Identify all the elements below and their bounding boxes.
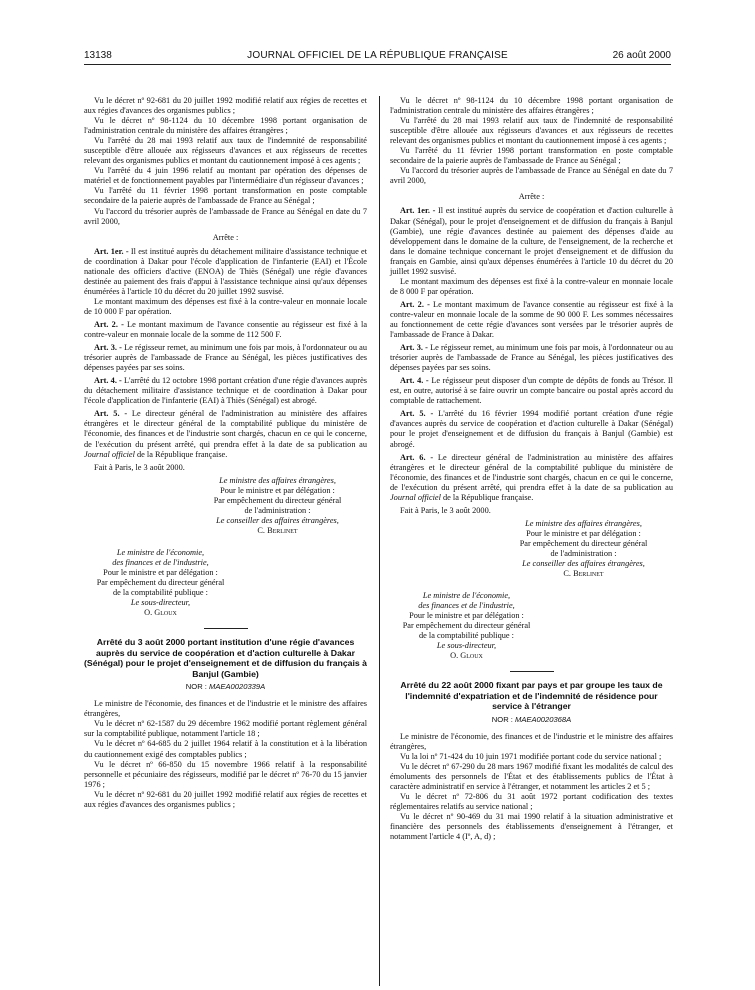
signing-place-date: Fait à Paris, le 3 août 2000. <box>94 462 185 472</box>
article-6 <box>390 453 673 503</box>
signatory-line: Le sous-directeur, <box>436 641 497 651</box>
signatory-line: Par empêchement du directeur général <box>213 495 342 505</box>
left-column <box>84 96 367 810</box>
visa-paragraph: Vu l'arrêté du 28 mai 1993 relatif aux taux de l'indemnité de responsabilité susceptible d'être allouée aux régisseurs d'avances et aux régisseurs de recettes relevant des organismes publics et montant du cautionnement imposé à ces agents ; <box>390 116 673 146</box>
visa-paragraph: Vu l'arrêté du 4 juin 1996 relatif au montant par opération des dépenses de matériel et de fonctionnement payables par l'intermédiaire d'un régisseur d'avances ; <box>84 166 367 186</box>
visa-paragraph: Vu l'arrêté du 28 mai 1993 relatif aux taux de l'indemnité de responsabilité susceptible d'être allouée aux régisseurs d'avances et aux régisseurs de recettes relevant des organismes publics et montant du cautionnement imposé à ces agents ; <box>84 136 367 166</box>
article-label: Art. 3. - <box>400 343 428 353</box>
journal-officiel-ref: Journal officiel <box>84 449 135 459</box>
article-3 <box>84 343 367 373</box>
signatory-line: de l'administration : <box>244 505 311 515</box>
separator-rule <box>510 671 554 672</box>
signatory-name: O. Gloux <box>450 651 483 661</box>
signatory-line: de l'administration : <box>550 548 617 558</box>
article-text: L'arrêté du 16 février 1994 modifié portant création d'une régie d'avances auprès du service de coopération et d'action culturelle à Dakar (Sénégal) pour le projet d'enseignement et de diffusion du français à Banjul (Gambie) est abrogé. <box>390 409 673 449</box>
signatory-line: de la comptabilité publique : <box>113 588 208 598</box>
article-4 <box>84 376 367 406</box>
article-text: Le directeur général de l'administration au ministère des affaires étrangères et le directeur général de la comptabilité publique du ministère de l'économie, des finances et de l'industrie sont chargés, chacun en ce qui le concerne, de l'exécution du présent arrêté, qui prendra effet à la date de sa publication au <box>390 452 674 492</box>
preamble-paragraph: Le ministre de l'économie, des finances et de l'industrie et le ministre des affaires étrangères, <box>84 699 367 719</box>
article-1-paragraph-2: Le montant maximum des dépenses est fixé à la contre-valeur en monnaie locale de 10 000 F par opération. <box>84 296 367 316</box>
article-label: Art. 5. - <box>94 409 128 419</box>
article-2 <box>84 320 367 340</box>
nor-label: NOR : <box>491 714 513 724</box>
article-text: de la République française. <box>134 449 228 459</box>
signatory-line: Le sous-directeur, <box>130 598 191 608</box>
header-rule <box>84 64 671 65</box>
article-label: Art. 2. - <box>94 319 124 329</box>
article-text: Le montant maximum de l'avance consentie au régisseur est fixé à la contre-valeur en monnaie locale de la somme de 112 500 F. <box>84 319 367 340</box>
article-label: Art. 1er. - <box>400 206 436 216</box>
visa-paragraph: Vu le décret nº 92-681 du 20 juillet 1992 modifié relatif aux régies de recettes et aux régies d'avances des organismes publics ; <box>84 96 367 116</box>
visa-paragraph: Vu l'arrêté du 11 février 1998 portant transformation en poste comptable secondaire de la paierie auprès de l'ambassade de France au Sénégal ; <box>390 146 673 166</box>
article-label: Art. 6. - <box>400 452 434 462</box>
article-text: Le régisseur remet, au minimum une fois par mois, à l'ordonnateur ou au trésorier auprès de l'ambassade de France au Sénégal, les pièces justificatives des dépenses payées par ses soins. <box>390 343 673 373</box>
signatory-line: Par empêchement du directeur général <box>402 621 531 631</box>
journal-officiel-ref: Journal officiel <box>390 492 441 502</box>
visa-paragraph: Vu le décret nº 98-1124 du 10 décembre 1998 portant organisation de l'administration centrale du ministère des affaires étrangères ; <box>390 96 673 116</box>
signatory-line: de la comptabilité publique : <box>419 631 514 641</box>
signatory-name: C. Berlinet <box>563 569 604 579</box>
nor-reference <box>390 715 673 725</box>
article-text: Il est institué auprès du détachement militaire d'assistance technique et de coordination à Dakar pour l'école d'application de l'infanterie (EAI) et l'École nationale des officiers d'active (ENOA) de Thiès (Sénégal) une régie d'avances destinée au paiement des frais d'appui à l'assistance technique ainsi qu'aux dépenses énumérées à l'article 10 du décret du 20 juillet 1992 susvisé. <box>84 246 367 296</box>
article-text: L'arrêté du 12 octobre 1998 portant création d'une régie d'avances auprès du détachement militaire d'assistance technique et de coordination à Dakar pour l'école d'application de l'infanterie (EAI) à Thiès (Sénégal) est abrogé. <box>84 376 367 406</box>
article-text: Le régisseur remet, au minimum une fois par mois, à l'ordonnateur ou au trésorier auprès de l'ambassade de France au Sénégal, les pièces justificatives des dépenses payées par ses soins. <box>84 343 367 373</box>
article-label: Art. 4. - <box>94 376 122 386</box>
article-label: Art. 3. - <box>94 343 122 353</box>
visa-paragraph: Vu le décret nº 90-469 du 31 mai 1990 relatif à la situation administrative et financière des personnels des établissements d'enseignement à l'étranger, et notamment l'article 4 (Iº, A, d) ; <box>390 812 673 842</box>
signatory-title: Le ministre de l'économie, <box>116 547 205 557</box>
article-3 <box>390 343 673 373</box>
visa-paragraph: Vu le décret nº 66-850 du 15 novembre 1966 relatif à la responsabilité personnelle et pécuniaire des régisseurs, modifié par le décret nº 76-70 du 15 janvier 1976 ; <box>84 759 367 789</box>
issue-date: 26 août 2000 <box>612 50 671 61</box>
article-text: Le directeur général de l'administration au ministère des affaires étrangères et le directeur général de la comptabilité publique du ministère de l'économie, des finances et de l'industrie sont chargés, chacun en ce qui le concerne, de l'exécution du présent arrêté, qui prendra effet à la date de sa publication au <box>84 409 368 449</box>
article-text: Le régisseur peut disposer d'un compte de dépôts de fonds au Trésor. Il est, en outre, autorisé à se faire ouvrir un compte bancaire ou postal après accord du comptable de rattachement. <box>390 376 673 406</box>
nor-code: MAEA0020368A <box>515 714 572 724</box>
signatory-line: Pour le ministre et par délégation : <box>103 568 218 578</box>
signatory-title: des finances et de l'industrie, <box>418 601 515 611</box>
article-1 <box>390 206 673 276</box>
signature-block-foreign-affairs <box>494 519 673 579</box>
signatory-name: C. Berlinet <box>257 525 298 535</box>
nor-reference <box>84 682 367 692</box>
signatory-line: Par empêchement du directeur général <box>519 538 648 548</box>
signatory-line: Pour le ministre et par délégation : <box>409 611 524 621</box>
visa-paragraph: Vu l'accord du trésorier auprès de l'ambassade de France au Sénégal en date du 7 avril 2000, <box>84 206 367 226</box>
article-5 <box>84 409 367 459</box>
visa-paragraph: Vu le décret nº 72-806 du 31 août 1972 portant codification des textes réglementaires relatifs au service national ; <box>390 792 673 812</box>
article-1-paragraph-2: Le montant maximum des dépenses est fixé à la contre-valeur en monnaie locale de 8 000 F par opération. <box>390 276 673 296</box>
decree-title: Arrêté du 3 août 2000 portant institution d'une régie d'avances auprès du service de coopération et d'action culturelle à Dakar (Sénégal) pour le projet d'enseignement et de diffusion du français à Banjul (Gambie) <box>84 637 368 679</box>
visa-paragraph: Vu le décret nº 64-685 du 2 juillet 1964 relatif à la constitution et à la libération du cautionnement exigé des comptables publics ; <box>84 739 367 759</box>
arrete-heading: Arrête : <box>518 192 545 202</box>
signatory-title: des finances et de l'industrie, <box>112 557 209 567</box>
visa-paragraph: Vu le décret nº 62-1587 du 29 décembre 1962 modifié portant règlement général sur la comptabilité publique, notamment l'article 18 ; <box>84 719 367 739</box>
signing-place-date: Fait à Paris, le 3 août 2000. <box>400 505 491 515</box>
article-text: Il est institué auprès du service de coopération et d'action culturelle à Dakar (Sénégal), pour le projet d'enseignement et de diffusion du français à Banjul (Gambie), une régie d'avances destinée au paiement des dépenses d'aide au développement dans le domaine de la culture, de l'enseignement, de la recherche et dans le domaine technique concernant le projet d'enseignement et de diffusion du français en Gambie, ainsi qu'aux dépenses énumérées à l'article 10 du décret du 20 juillet 1992 susvisé. <box>390 206 674 276</box>
visa-paragraph: Vu le décret nº 92-681 du 20 juillet 1992 modifié relatif aux régies de recettes et aux régies d'avances des organismes publics ; <box>84 789 367 809</box>
article-2 <box>390 300 673 340</box>
preamble-paragraph: Le ministre de l'économie, des finances et de l'industrie et le ministre des affaires étrangères, <box>390 731 673 752</box>
signature-block-foreign-affairs <box>188 476 367 536</box>
separator-rule <box>204 628 248 629</box>
nor-label: NOR : <box>185 682 207 692</box>
visa-paragraph: Vu l'arrêté du 11 février 1998 portant transformation en poste comptable secondaire de la paierie auprès de l'ambassade de France au Sénégal ; <box>84 186 367 206</box>
signatory-name: O. Gloux <box>144 608 177 618</box>
page-number: 13138 <box>84 50 112 61</box>
signatory-title: Le ministre des affaires étrangères, <box>525 518 642 528</box>
visa-paragraph: Vu le décret nº 98-1124 du 10 décembre 1998 portant organisation de l'administration centrale du ministère des affaires étrangères ; <box>84 116 367 136</box>
column-divider <box>379 96 380 986</box>
article-1 <box>84 247 367 297</box>
article-label: Art. 1er. - <box>94 246 129 256</box>
signatory-line: Pour le ministre et par délégation : <box>220 485 335 495</box>
signatory-line: Le conseiller des affaires étrangères, <box>216 515 339 525</box>
arrete-heading: Arrête : <box>212 232 239 242</box>
signature-block-economy <box>390 591 543 661</box>
article-label: Art. 2. - <box>400 299 430 309</box>
decree-title: Arrêté du 22 août 2000 fixant par pays et par groupe les taux de l'indemnité d'expatriation et de l'indemnité de résidence pour service à l'étranger <box>400 680 663 712</box>
signatory-line: Pour le ministre et par délégation : <box>526 528 641 538</box>
signatory-line: Par empêchement du directeur général <box>96 578 225 588</box>
article-4 <box>390 376 673 406</box>
right-column <box>390 96 673 843</box>
signatory-title: Le ministre des affaires étrangères, <box>219 475 336 485</box>
visa-paragraph: Vu l'accord du trésorier auprès de l'ambassade de France au Sénégal en date du 7 avril 2000, <box>390 166 673 186</box>
signature-block-economy <box>84 548 237 618</box>
article-text: Le montant maximum de l'avance consentie au régisseur est fixé à la contre-valeur en monnaie locale de la somme de 90 000 F. Les sommes nécessaires au fonctionnement de cette régie d'avances sont versées par le trésorier auprès de l'ambassade de France à Dakar. <box>390 299 673 340</box>
visa-paragraph: Vu la loi nº 71-424 du 10 juin 1971 modifiée portant code du service national ; <box>400 752 662 762</box>
visa-paragraph: Vu le décret nº 67-290 du 28 mars 1967 modifié fixant les modalités de calcul des émoluments des personnels de l'État et des établissements publics de l'État à caractère administratif en service à l'étranger, et notamment les articles 2 et 5 ; <box>390 762 673 792</box>
journal-title: JOURNAL OFFICIEL DE LA RÉPUBLIQUE FRANÇAISE <box>247 50 508 61</box>
signatory-title: Le ministre de l'économie, <box>422 591 511 601</box>
nor-code: MAEA0020339A <box>209 682 266 692</box>
article-label: Art. 5. - <box>400 409 434 419</box>
article-5 <box>390 409 673 449</box>
article-label: Art. 4. - <box>400 376 429 386</box>
signatory-line: Le conseiller des affaires étrangères, <box>522 559 645 569</box>
article-text: de la République française. <box>440 492 534 502</box>
